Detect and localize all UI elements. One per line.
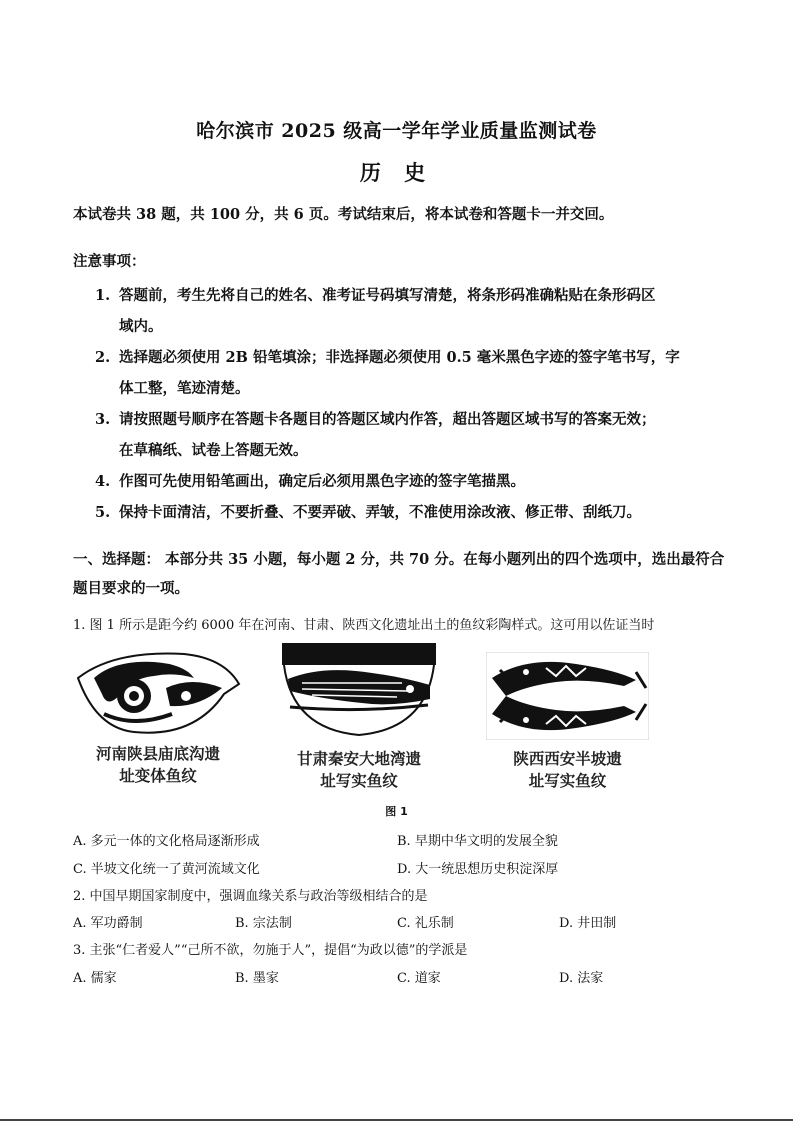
question-3-option-c[interactable]: C. 道家 xyxy=(397,971,441,986)
fish-pattern-image-henan xyxy=(74,648,242,738)
exam-intro: 本试卷共 38 题，共 100 分，共 6 页。考试结束后，将本试卷和答题卡一并交回。 xyxy=(73,206,614,223)
question-3-option-d[interactable]: D. 法家 xyxy=(559,971,604,986)
notice-item-text-cont: 体工整，笔迹清楚。 xyxy=(119,380,250,397)
notice-item-number: 1. xyxy=(95,287,111,304)
fish-pattern-image-shaanxi xyxy=(486,652,649,740)
question-3-stem: 3. 主张“仁者爱人”“己所不欲，勿施于人”，提倡“为政以德”的学派是 xyxy=(73,943,468,958)
question-2-option-c[interactable]: C. 礼乐制 xyxy=(397,916,454,931)
figure-caption-line: 址写实鱼纹 xyxy=(320,772,398,790)
notice-item-number: 3. xyxy=(95,411,111,428)
notice-item xyxy=(95,497,641,528)
notice-item-text: 答题前，考生先将自己的姓名、准考证号码填写清楚，将条形码准确粘贴在条形码区 xyxy=(119,287,656,304)
figure-label: 图 1 xyxy=(385,805,408,818)
figure-caption-gansu xyxy=(282,748,436,792)
figure-caption-line: 陕西西安半坡遗 xyxy=(513,750,622,768)
notice-item-text-cont: 域内。 xyxy=(119,318,163,335)
figure-caption-line: 河南陕县庙底沟遗 xyxy=(95,745,220,763)
notice-item xyxy=(95,404,656,466)
question-2-stem: 2. 中国早期国家制度中，强调血缘关系与政治等级相结合的是 xyxy=(73,889,428,904)
notice-item xyxy=(95,280,656,342)
question-1-option-a[interactable]: A. 多元一体的文化格局逐渐形成 xyxy=(73,834,260,849)
question-1-option-b[interactable]: B. 早期中华文明的发展全貌 xyxy=(397,834,558,849)
question-1-stem: 1. 图 1 所示是距今约 6000 年在河南、甘肃、陕西文化遗址出土的鱼纹彩陶样式。这可用以佐证当时 xyxy=(73,618,655,633)
question-1-option-d[interactable]: D. 大一统思想历史积淀深厚 xyxy=(397,862,559,877)
notice-item-text: 作图可先使用铅笔画出，确定后必须用黑色字迹的签字笔描黑。 xyxy=(119,473,525,490)
subject-title: 历 史 xyxy=(359,160,434,185)
notice-item-number: 4. xyxy=(95,473,111,490)
question-2-option-d[interactable]: D. 井田制 xyxy=(559,916,617,931)
figure-caption-shaanxi xyxy=(486,748,649,792)
notice-item xyxy=(95,342,680,404)
question-3-option-a[interactable]: A. 儒家 xyxy=(73,971,117,986)
question-3-option-b[interactable]: B. 墨家 xyxy=(235,971,279,986)
page-bottom-rule xyxy=(0,1119,793,1121)
question-1-option-c[interactable]: C. 半坡文化统一了黄河流域文化 xyxy=(73,862,260,877)
question-2-option-b[interactable]: B. 宗法制 xyxy=(235,916,292,931)
notice-item-text: 保持卡面清洁，不要折叠、不要弄破、弄皱，不准使用涂改液、修正带、刮纸刀。 xyxy=(119,504,641,521)
figure-caption-line: 址变体鱼纹 xyxy=(119,767,197,785)
notice-item-number: 5. xyxy=(95,504,111,521)
notice-item-number: 2. xyxy=(95,349,111,366)
fish-pattern-image-gansu xyxy=(282,643,436,738)
question-2-option-a[interactable]: A. 军功爵制 xyxy=(73,916,143,931)
notice-item-text: 请按照题号顺序在答题卡各题目的答题区域内作答，超出答题区域书写的答案无效； xyxy=(119,411,656,428)
section-heading: 一、选择题： 本部分共 35 小题，每小题 2 分，共 70 分。在每小题列出的四个选项中，选出最符合题目要求的一项。 xyxy=(73,551,725,597)
figure-caption-line: 甘肃秦安大地湾遗 xyxy=(296,750,421,768)
notice-item-text-cont: 在草稿纸、试卷上答题无效。 xyxy=(119,442,308,459)
notice-heading: 注意事项： xyxy=(73,253,146,270)
figure-caption-henan xyxy=(74,743,242,787)
notice-item-text: 选择题必须使用 2B 铅笔填涂；非选择题必须使用 0.5 毫米黑色字迹的签字笔书写，字 xyxy=(119,349,680,366)
figure-caption-line: 址写实鱼纹 xyxy=(528,772,607,790)
exam-title: 哈尔滨市 2025 级高一学年学业质量监测试卷 xyxy=(196,120,597,142)
notice-item xyxy=(95,466,525,497)
